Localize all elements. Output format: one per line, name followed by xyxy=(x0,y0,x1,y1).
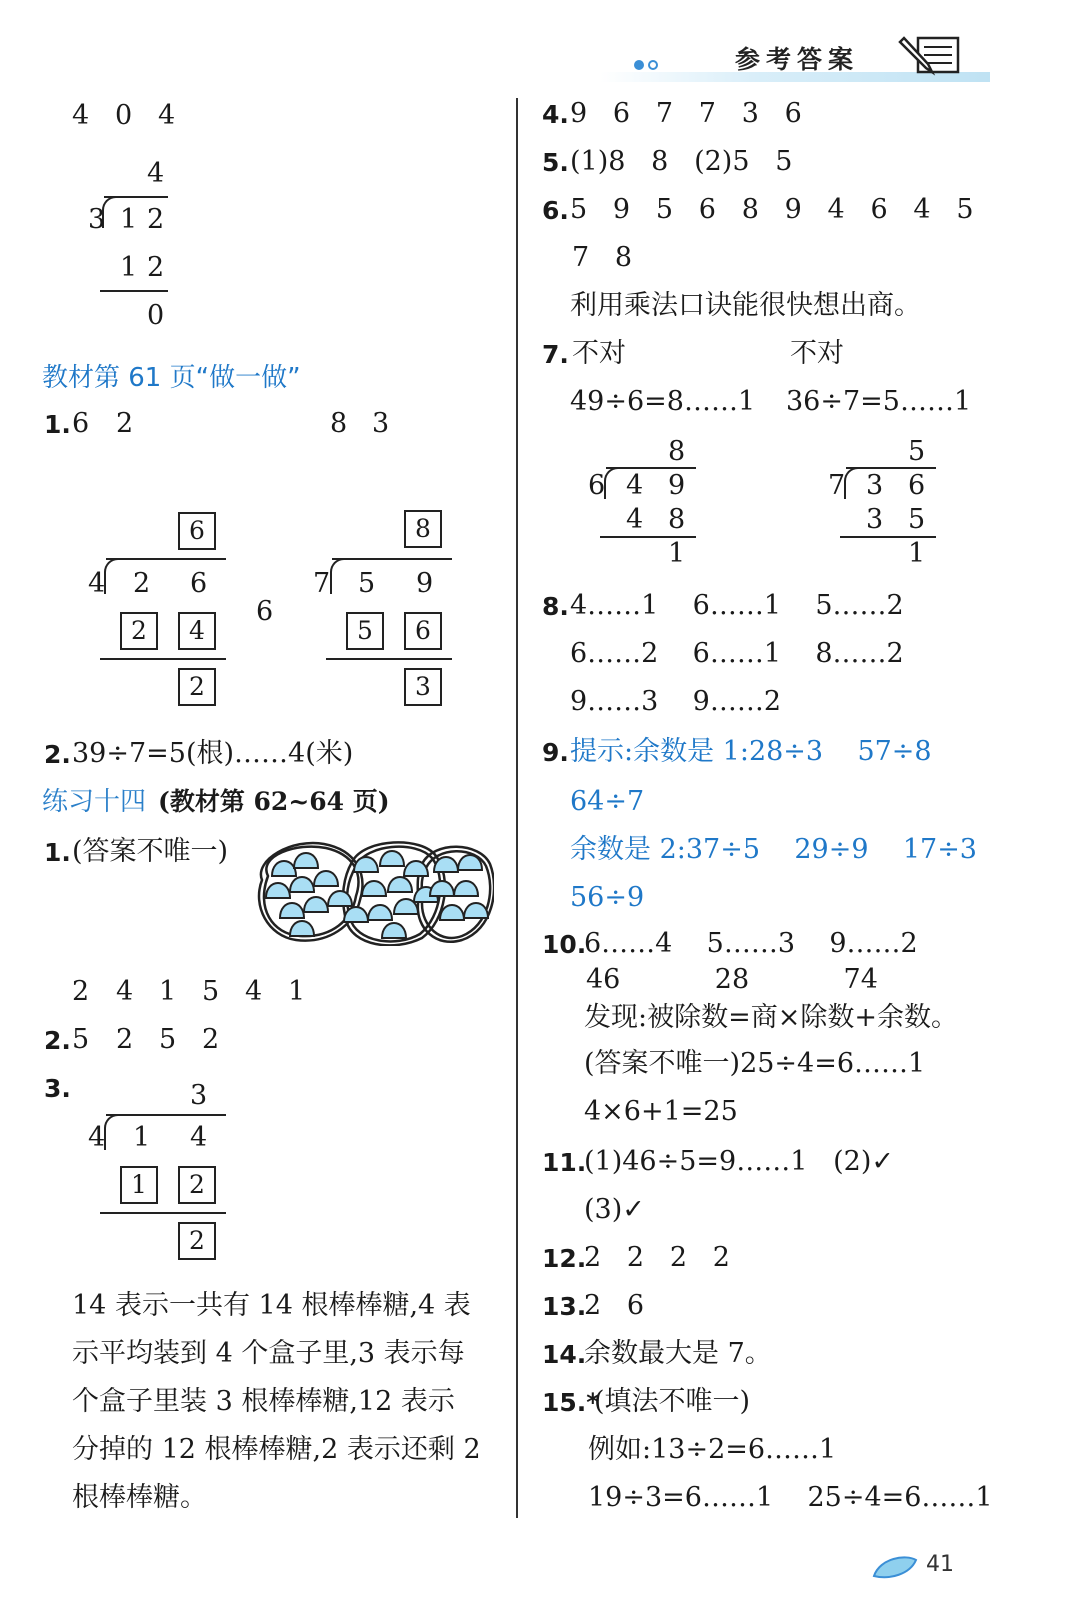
division-bracket xyxy=(844,467,860,499)
question-number: 3. xyxy=(44,1074,71,1103)
division-bracket xyxy=(604,467,620,499)
ball-groups-illustration xyxy=(256,836,494,946)
ball-icon xyxy=(362,881,386,896)
question-number: 14. xyxy=(542,1340,587,1369)
q13-answer: 2 6 xyxy=(584,1290,645,1321)
paragraph-line: 分掉的 12 根棒棒糖,2 表示还剩 2 xyxy=(72,1434,481,1465)
question-number: 1. xyxy=(44,410,71,439)
paragraph-line: 根棒棒糖。 xyxy=(72,1482,207,1513)
q5-answer: (1)8 8 (2)5 5 xyxy=(570,146,793,177)
divisor: 7 xyxy=(828,470,846,501)
q15-example: 例如:13÷2=6……1 xyxy=(588,1434,837,1465)
paragraph-line: 14 表示一共有 14 根棒棒糖,4 表 xyxy=(72,1290,471,1321)
q10-check: 4×6+1=25 xyxy=(584,1096,738,1127)
question-number: 6. xyxy=(542,196,569,225)
quotient: 4 xyxy=(147,158,165,189)
e1-value: 2 xyxy=(72,976,90,1007)
dividend-digit: 9 xyxy=(416,568,434,599)
section-title-61: 教材第 61 页“做一做” xyxy=(42,363,301,393)
quotient-box: 6 xyxy=(178,512,216,550)
top-digit: 4 xyxy=(158,100,176,131)
question-number: 10. xyxy=(542,930,587,959)
e2-value: 2 xyxy=(202,1024,220,1055)
e2-value: 2 xyxy=(116,1024,134,1055)
q9-hint: 56÷9 xyxy=(570,882,645,913)
product-box: 1 xyxy=(120,1166,158,1204)
q8-row: 6……2 6……1 8……2 xyxy=(570,638,904,669)
q7-equation: 36÷7=5……1 xyxy=(786,386,972,417)
dividend-digit: 1 xyxy=(133,1122,151,1153)
remainder: 1 xyxy=(908,538,926,569)
dividend-digit: 4 xyxy=(190,1122,208,1153)
dividend-digit: 2 xyxy=(133,568,151,599)
e1-value: 5 xyxy=(202,976,220,1007)
q14-answer: 余数最大是 7。 xyxy=(584,1338,772,1369)
product-box: 4 xyxy=(178,612,216,650)
page-number: 41 xyxy=(926,1552,954,1577)
q10-row: 46 28 74 xyxy=(586,964,878,995)
q7-equation: 49÷6=8……1 xyxy=(570,386,756,417)
header-dot-icon xyxy=(634,60,644,70)
q15-example: 19÷3=6……1 25÷4=6……1 xyxy=(588,1482,993,1513)
q8-row: 9……3 9……2 xyxy=(570,686,782,717)
ball-icon xyxy=(290,921,314,936)
ball-icon xyxy=(404,861,428,876)
ball-icon xyxy=(354,857,378,872)
divisor: 3 xyxy=(88,204,106,235)
divisor: 7 xyxy=(313,568,331,599)
q1-value: 2 xyxy=(116,408,134,439)
header-dot-icon xyxy=(648,60,658,70)
dividend-digit: 6 xyxy=(190,568,208,599)
dividend-digit: 1 xyxy=(120,204,138,235)
question-number: 7. xyxy=(542,340,569,369)
ball-icon xyxy=(368,905,392,920)
e1-value: 4 xyxy=(245,976,263,1007)
quotient: 3 xyxy=(190,1080,208,1111)
dividend-digit: 6 xyxy=(908,470,926,501)
q9-hint: 64÷7 xyxy=(570,786,645,817)
q2-answer: 39÷7=5(根)……4(米) xyxy=(72,738,354,769)
q7-verdict: 不对 xyxy=(572,338,626,369)
balls-group xyxy=(266,851,488,938)
product-box: 5 xyxy=(346,612,384,650)
question-number: 2. xyxy=(44,1026,71,1055)
remainder-box: 3 xyxy=(404,668,442,706)
question-number: 12. xyxy=(542,1244,587,1273)
q6-answer-cont: 7 8 xyxy=(572,242,633,273)
q7-verdict: 不对 xyxy=(790,338,844,369)
product-box: 6 xyxy=(404,612,442,650)
paper-pencil-icon xyxy=(896,34,966,80)
quotient: 8 xyxy=(668,436,686,467)
section-subtitle: (教材第 62~64 页) xyxy=(158,787,390,816)
product-box: 2 xyxy=(178,1166,216,1204)
ball-icon xyxy=(380,851,404,866)
dividend-digit: 5 xyxy=(358,568,376,599)
product-digit: 5 xyxy=(908,504,926,535)
q6-note: 利用乘法口诀能很快想出商。 xyxy=(570,290,921,321)
question-number: 4. xyxy=(542,100,569,129)
dividend-digit: 9 xyxy=(668,470,686,501)
ball-icon xyxy=(314,871,338,886)
question-number: 9. xyxy=(542,738,569,767)
q9-hint: 余数是 2:37÷5 29÷9 17÷3 xyxy=(570,834,977,865)
q9-hint: 提示:余数是 1:28÷3 57÷8 xyxy=(570,736,932,767)
division-bar xyxy=(332,558,452,560)
remainder-box: 2 xyxy=(178,1222,216,1260)
q6-answer: 5 9 5 6 8 9 4 6 4 5 xyxy=(570,194,974,225)
e1-note: (答案不唯一) xyxy=(72,836,229,867)
section-title-14: 练习十四 xyxy=(42,787,147,817)
question-number: 8. xyxy=(542,592,569,621)
quotient: 5 xyxy=(908,436,926,467)
product-box: 2 xyxy=(120,612,158,650)
q8-row: 4……1 6……1 5……2 xyxy=(570,590,904,621)
dividend-digit: 4 xyxy=(626,470,644,501)
product-digit: 8 xyxy=(668,504,686,535)
e1-value: 4 xyxy=(116,976,134,1007)
division-bracket xyxy=(330,558,346,594)
quotient-box: 8 xyxy=(404,510,442,548)
product-digit: 2 xyxy=(147,252,165,283)
e2-value: 5 xyxy=(159,1024,177,1055)
ball-icon xyxy=(388,877,412,892)
q1-value: 3 xyxy=(372,408,390,439)
divisor: 4 xyxy=(88,1122,106,1153)
column-divider xyxy=(516,98,518,1518)
paragraph-line: 个盒子里装 3 根棒棒糖,12 表示 xyxy=(72,1386,455,1417)
remainder-box: 2 xyxy=(178,668,216,706)
ball-icon xyxy=(280,903,304,918)
ball-icon xyxy=(430,881,454,896)
ball-icon xyxy=(454,881,478,896)
division-bracket xyxy=(104,1114,120,1150)
q1-value: 6 xyxy=(72,408,90,439)
question-number: 1. xyxy=(44,838,71,867)
q4-answer: 9 6 7 7 3 6 xyxy=(570,98,802,129)
question-number: 11. xyxy=(542,1148,587,1177)
product-digit: 4 xyxy=(626,504,644,535)
q11-answer: (1)46÷5=9……1 (2)✓ xyxy=(584,1146,894,1177)
ball-icon xyxy=(304,897,328,912)
e1-value: 1 xyxy=(288,976,306,1007)
division-bar xyxy=(106,558,226,560)
ball-icon xyxy=(290,877,314,892)
header-title: 参考答案 xyxy=(735,45,860,74)
question-number: 2. xyxy=(44,740,71,769)
e1-value: 1 xyxy=(159,976,177,1007)
q11-answer: (3)✓ xyxy=(584,1194,645,1225)
subtraction-line xyxy=(326,658,452,660)
remainder: 1 xyxy=(668,538,686,569)
ball-icon xyxy=(272,861,296,876)
ball-icon xyxy=(464,903,488,918)
top-digit: 0 xyxy=(115,100,133,131)
page-header xyxy=(600,40,1000,84)
subtraction-line xyxy=(100,658,226,660)
division-bracket xyxy=(104,558,120,594)
question-number: 15.* xyxy=(542,1388,600,1417)
footer-leaf-icon xyxy=(870,1552,920,1582)
ball-icon xyxy=(266,883,290,898)
e2-value: 5 xyxy=(72,1024,90,1055)
paragraph-line: 示平均装到 4 个盒子里,3 表示每 xyxy=(72,1338,465,1369)
product-digit: 1 xyxy=(120,252,138,283)
middle-value: 6 xyxy=(256,596,274,627)
top-digit: 4 xyxy=(72,100,90,131)
q1-value: 8 xyxy=(330,408,348,439)
question-number: 5. xyxy=(542,148,569,177)
ball-icon xyxy=(294,853,318,868)
dividend-digit: 3 xyxy=(866,470,884,501)
divisor: 6 xyxy=(588,470,606,501)
q10-finding: 发现:被除数=商×除数+余数。 xyxy=(584,1002,958,1033)
subtraction-line xyxy=(100,1212,226,1214)
dividend-digit: 2 xyxy=(147,204,165,235)
page-footer xyxy=(870,1548,990,1588)
division-bar xyxy=(106,1114,226,1116)
product-digit: 3 xyxy=(866,504,884,535)
question-number: 13. xyxy=(542,1292,587,1321)
subtraction-line xyxy=(100,290,168,292)
q10-row: 6……4 5……3 9……2 xyxy=(584,928,918,959)
q15-note: (填法不唯一) xyxy=(594,1386,751,1417)
ball-icon xyxy=(440,905,464,920)
divisor: 4 xyxy=(88,568,106,599)
q12-answer: 2 2 2 2 xyxy=(584,1242,730,1273)
q10-example: (答案不唯一)25÷4=6……1 xyxy=(584,1048,926,1079)
ball-icon xyxy=(382,923,406,938)
remainder: 0 xyxy=(147,300,165,331)
